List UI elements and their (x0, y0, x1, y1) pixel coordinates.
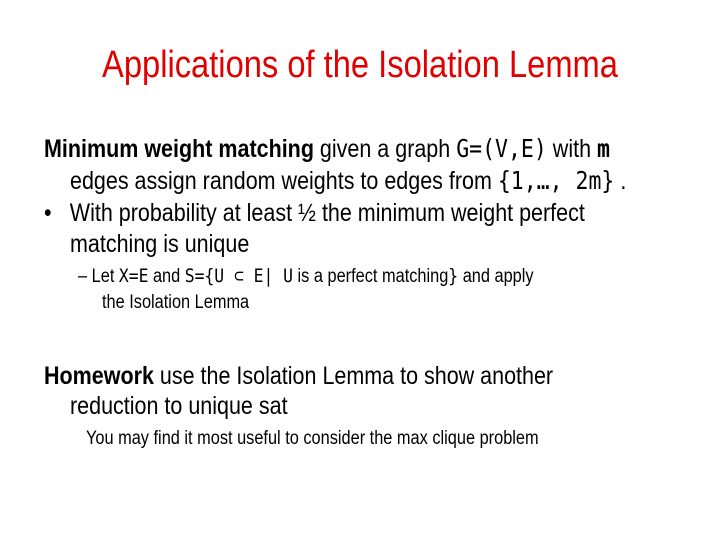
mwm-line-1 (44, 134, 610, 164)
sub-end: and apply (458, 266, 534, 287)
mwm-line-2 (70, 166, 626, 196)
homework-line-1 (44, 362, 553, 391)
bullet-1-line-2 (70, 230, 249, 259)
mwm-line2-end: . (614, 167, 627, 195)
sub-dash: – (78, 266, 88, 287)
slide-title: Applications of the Isolation Lemma (102, 44, 618, 86)
sub-and: and (148, 266, 185, 287)
mwm-m: m (597, 134, 610, 163)
sub-close: } (448, 265, 459, 287)
sub-line2: the Isolation Lemma (102, 292, 250, 313)
mwm-lead: Minimum weight matching (44, 135, 314, 163)
homework-text: use the Isolation Lemma to show another (153, 362, 554, 390)
bullet-1-line-1 (44, 199, 585, 228)
homework-line-2 (70, 392, 288, 421)
mwm-text-1: given a graph (313, 135, 457, 163)
mwm-line2-text: edges assign random weights to edges from (70, 167, 498, 195)
mwm-graph: G=(V,E) (456, 134, 547, 163)
sub-bullet-line-2 (102, 292, 249, 314)
homework-lead: Homework (44, 362, 154, 390)
bullet-1-text-2: matching is unique (70, 230, 250, 258)
hint-text: You may find it most useful to consider the max clique problem (86, 428, 539, 449)
sub-set: S={U ⊂ E| U (184, 265, 293, 287)
homework-line2: reduction to unique sat (70, 392, 288, 420)
sub-let: Let (91, 266, 119, 287)
sub-bullet-line-1 (78, 265, 534, 288)
bullet-marker: • (44, 199, 52, 227)
mwm-range: {1,…, 2m} (497, 166, 615, 195)
bullet-1-text-1: With probability at least ½ the minimum weight perfect (69, 199, 585, 227)
sub-mid: is a perfect matching (293, 266, 449, 287)
sub-xe: X=E (118, 265, 149, 287)
mwm-text-2: with (546, 135, 598, 163)
